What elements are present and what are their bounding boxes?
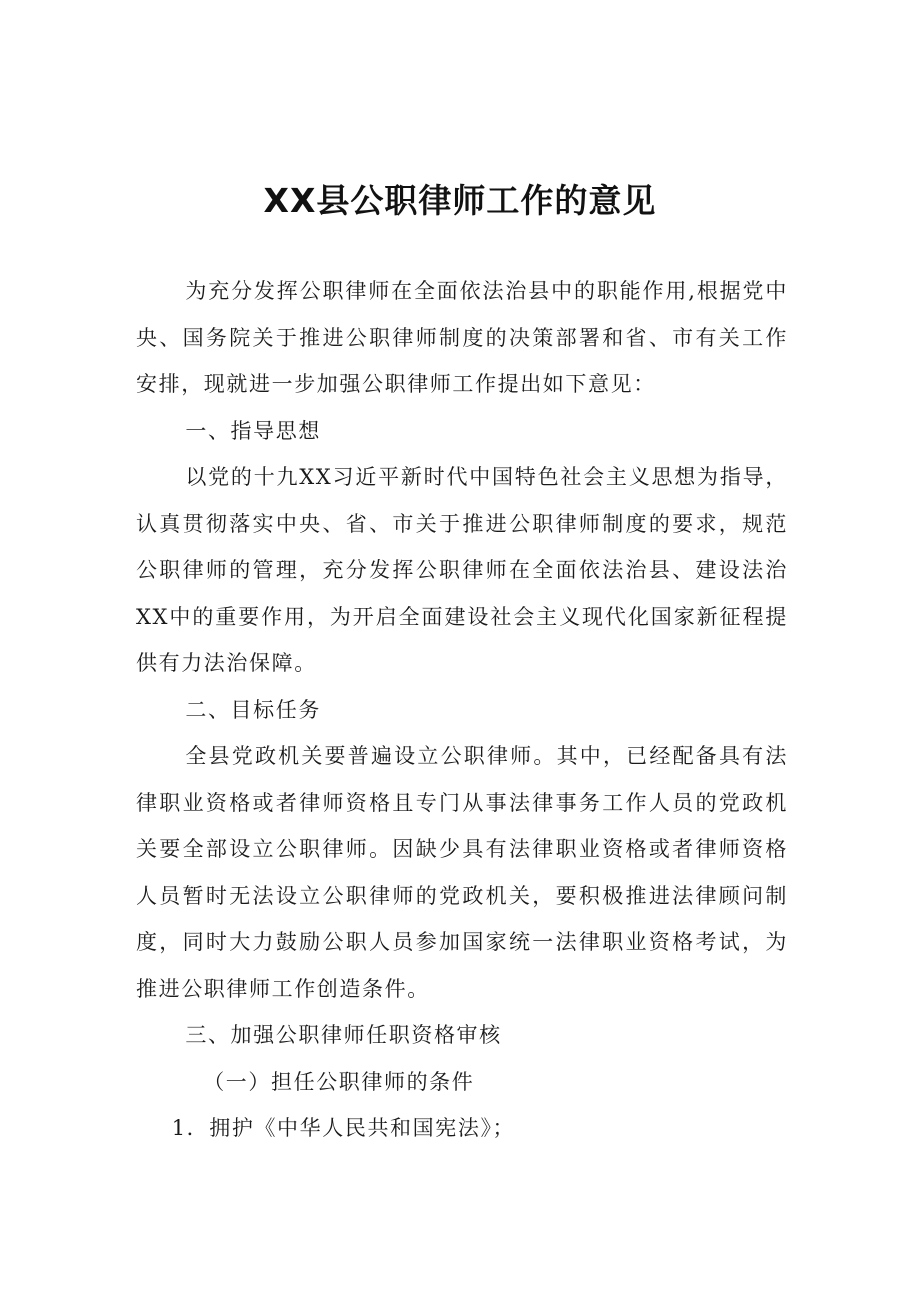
section-heading-qualification-review: 三、加强公职律师任职资格审核 [185,1023,502,1047]
guiding-ideology-paragraph: 以党的十九XX习近平新时代中国特色社会主义思想为指导，认真贯彻落实中央、省、市关于推进公职律师制度的要求，规范公职律师的管理，充分发挥公职律师在全面依法治县、建设法治XX中的重要作用，为开启全面建设社会主义现代化国家新征程提供有力法治保障。 [136,465,788,675]
document-title: XX县公职律师工作的意见 [263,181,657,220]
subsection-heading-conditions: （一）担任公职律师的条件 [203,1069,475,1094]
section-heading-guiding-ideology: 一、指导思想 [185,418,321,443]
document-body [136,268,788,1152]
goals-paragraph: 全县党政机关要普遍设立公职律师。其中，已经配备具有法律职业资格或者律师资格且专门从事法律事务工作人员的党政机关要全部设立公职律师。因缺少具有法律职业资格或者律师资格人员暂时无法设立公职律师的党政机关，要积极推进法律顾问制度，同时大力鼓励公职人员参加国家统一法律职业资格考试，为推进公职律师工作创造条件。 [136,744,788,1001]
intro-paragraph: 为充分发挥公职律师在全面依法治县中的职能作用,根据党中央、国务院关于推进公职律师制度的决策部署和省、市有关工作安排，现就进一步加强公职律师工作提出如下意见： [136,279,788,396]
section-heading-goals: 二、目标任务 [185,697,321,722]
condition-item-1: 1．拥护《中华人民共和国宪法》； [171,1116,516,1140]
